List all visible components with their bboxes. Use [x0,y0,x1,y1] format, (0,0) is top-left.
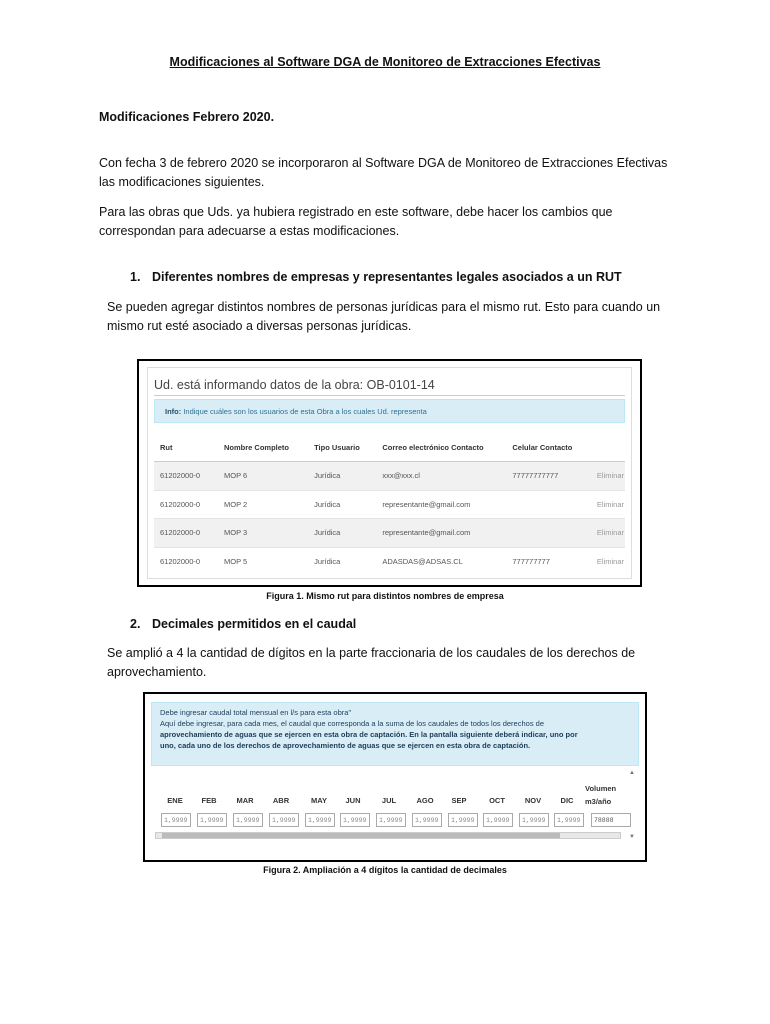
alert-line3: aprovechamiento de aguas que se ejercen en esta obra de captación. En la pantalla siguiente deberá indicar, uno por [160,730,578,739]
volume-header [585,782,616,808]
figure-2-panel [151,702,639,854]
cell-celular: 777777777 [506,547,591,575]
figure-1-caption: Figura 1. Mismo rut para distintos nombres de empresa [266,591,504,601]
month-header-sep: SEP [451,796,467,805]
caudal-input-feb[interactable]: 1,9999 [197,813,227,827]
delete-link[interactable]: Eliminar [591,490,625,519]
table-header-row [154,433,625,462]
section2-title: Decimales permitidos en el caudal [152,617,357,631]
intro-paragraph-1 [99,154,699,192]
alert-line1: Debe ingresar caudal total mensual en l/s para esta obra" [160,708,352,717]
cell-tipo: Jurídica [308,490,376,519]
figure-2 [143,692,647,862]
volume-label-line1: Volumen [585,784,617,793]
scroll-up-icon[interactable]: ▲ [629,770,635,776]
caudal-alert [151,702,639,766]
volume-label-line2: m3/año [585,797,612,806]
col-tipo: Tipo Usuario [308,433,376,462]
month-header-may: MAY [311,796,327,805]
info-text: Indique cuáles son los usuarios de esta Obra a los cuales Ud. representa [181,407,427,416]
month-header-jun: JUN [345,796,361,805]
cell-celular [506,490,591,519]
caudal-input-oct[interactable]: 1,9999 [483,813,513,827]
figure-1-panel [147,367,632,579]
cell-rut: 61202000-0 [154,490,218,519]
table-row [154,490,625,519]
cell-nombre: MOP 2 [218,490,308,519]
intro-paragraph-2 [99,203,699,241]
figure-1-divider [154,395,625,396]
representatives-table [154,433,625,575]
table-row [154,547,625,575]
month-header-abr: ABR [272,796,290,805]
vertical-scrollbar[interactable] [629,770,635,840]
info-label: Info: [165,407,182,416]
caudal-input-jun[interactable]: 1,9999 [340,813,370,827]
figure-1 [137,359,642,587]
month-header-mar: MAR [236,796,254,805]
delete-link[interactable]: Eliminar [591,519,625,548]
caudal-input-dic[interactable]: 1,9999 [554,813,584,827]
month-header-jul: JUL [381,796,397,805]
month-header-ene: ENE [167,796,183,805]
section1-line1: Se pueden agregar distintos nombres de personas jurídicas para el mismo rut. Esto para cuando un [107,300,661,314]
section2-line1: Se amplió a 4 la cantidad de dígitos en la parte fraccionaria de los caudales de los derechos de [107,646,636,660]
section1-line2: mismo rut esté asociado a diversas personas jurídicas. [107,319,412,333]
cell-rut: 61202000-0 [154,519,218,548]
intro-p1-line2: las modificaciones siguientes. [99,175,265,189]
cell-tipo: Jurídica [308,519,376,548]
figure-2-caption: Figura 2. Ampliación a 4 dígitos la cantidad de decimales [263,865,507,875]
cell-celular [506,519,591,548]
delete-link[interactable]: Eliminar [591,547,625,575]
intro-p2-line1: Para las obras que Uds. ya hubiera registrado en este software, debe hacer los cambios que [99,205,613,219]
alert-line2: Aquí debe ingresar, para cada mes, el caudal que corresponda a la suma de los caudales de todos los derechos de [160,719,544,728]
section2-number: 2. [130,617,141,631]
caudal-input-nov[interactable]: 1,9999 [519,813,549,827]
table-row [154,519,625,548]
section1-heading [130,270,622,284]
section1-number: 1. [130,270,141,284]
caudal-input-ago[interactable]: 1,9999 [412,813,442,827]
figure-1-title: Ud. está informando datos de la obra: OB-0101-14 [154,378,435,392]
table-row [154,462,625,491]
col-actions [591,433,625,462]
scrollbar-thumb[interactable] [162,833,560,838]
cell-rut: 61202000-0 [154,547,218,575]
cell-nombre: MOP 3 [218,519,308,548]
alert-line4: uno, cada uno de los derechos de aprovechamiento de aguas que se ejercen en esta obra de captación. [160,741,531,750]
document-title: Modificaciones al Software DGA de Monitoreo de Extracciones Efectivas [169,55,601,69]
cell-correo: ADASDAS@ADSAS.CL [376,547,506,575]
cell-celular: 77777777777 [506,462,591,491]
col-nombre: Nombre Completo [218,433,308,462]
caudal-input-jul[interactable]: 1,9999 [376,813,406,827]
intro-p1-line1: Con fecha 3 de febrero 2020 se incorporaron al Software DGA de Monitoreo de Extracciones Efectivas [99,156,668,170]
caudal-input-sep[interactable]: 1,9999 [448,813,478,827]
month-header-ago: AGO [416,796,434,805]
month-header-dic: DIC [560,796,574,805]
caudal-input-may[interactable]: 1,9999 [305,813,335,827]
cell-nombre: MOP 6 [218,462,308,491]
cell-rut: 61202000-0 [154,462,218,491]
delete-link[interactable]: Eliminar [591,462,625,491]
section1-text [107,298,707,336]
month-header-oct: OCT [489,796,505,805]
caudal-input-abr[interactable]: 1,9999 [269,813,299,827]
intro-p2-line2: correspondan para adecuarse a estas modificaciones. [99,224,400,238]
cell-correo: representante@gmail.com [376,490,506,519]
cell-nombre: MOP 5 [218,547,308,575]
horizontal-scrollbar[interactable] [155,832,621,839]
section1-title: Diferentes nombres de empresas y representantes legales asociados a un RUT [152,270,622,284]
caudal-input-ene[interactable]: 1,9999 [161,813,191,827]
section2-heading [130,617,356,631]
scroll-down-icon[interactable]: ▼ [629,834,635,840]
volume-input[interactable]: 78888 [591,813,631,827]
cell-tipo: Jurídica [308,462,376,491]
cell-correo: xxx@xxx.cl [376,462,506,491]
month-header-nov: NOV [524,796,542,805]
month-header-feb: FEB [201,796,217,805]
col-celular: Celular Contacto [506,433,591,462]
section2-text [107,644,707,682]
col-rut: Rut [154,433,218,462]
info-alert [154,399,625,423]
col-correo: Correo electrónico Contacto [376,433,506,462]
cell-tipo: Jurídica [308,547,376,575]
cell-correo: representante@gmail.com [376,519,506,548]
section2-line2: aprovechamiento. [107,665,207,679]
caudal-input-mar[interactable]: 1,9999 [233,813,263,827]
document-subtitle: Modificaciones Febrero 2020. [99,110,275,124]
